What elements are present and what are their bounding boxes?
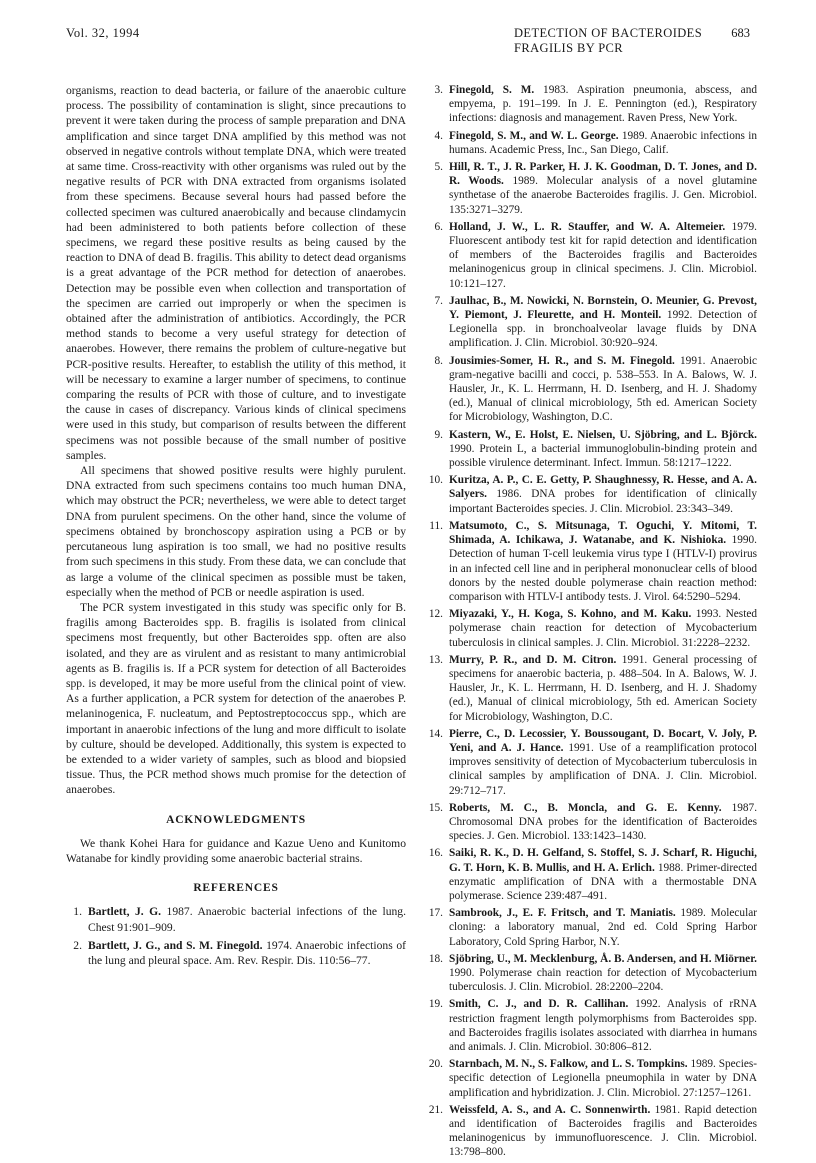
reference-item	[427, 1103, 757, 1160]
reference-text: 1981. Rapid detection and identification of Bacteroides fragilis and Bacteroides melaninogenicus by immunofluorescence. J. Clin. Microbiol. 13:798–800.	[449, 1103, 758, 1159]
reference-text: 1992. Analysis of rRNA restriction fragment length polymorphisms from Bacteroides spp. and Bacteroides fragilis isolates associated with diarrhea in humans and animals. J. Clin. Microbiol. 30:806–812.	[449, 998, 757, 1053]
reference-text: 1983. Aspiration pneumonia, abscess, and empyema, p. 191–199. In J. E. Pennington (ed.), Respiratory infections: diagnosis and management. Raven Press, New York.	[449, 84, 757, 125]
reference-number: 20.	[428, 1058, 443, 1071]
reference-item	[427, 519, 757, 604]
acknowledgments-text: We thank Kohei Hara for guidance and Kazue Ueno and Kunitomo Watanabe for kindly providing some anaerobic bacterial strains.	[66, 836, 406, 865]
reference-number: 9.	[434, 428, 443, 441]
reference-body	[449, 846, 757, 903]
reference-body	[449, 428, 757, 471]
reference-text: 1992. Detection of Legionella spp. in bronchoalveolar lavage fluids by DNA amplification. J. Clin. Microbiol. 30:920–924.	[449, 309, 758, 350]
reference-body	[449, 952, 757, 995]
reference-authors: Sambrook, J., E. F. Fritsch, and T. Maniatis.	[449, 907, 676, 920]
reference-item	[427, 473, 757, 516]
reference-list-right	[427, 83, 757, 1160]
reference-number: 3.	[434, 84, 443, 96]
reference-item	[427, 846, 757, 903]
reference-authors: Miyazaki, Y., H. Koga, S. Kohno, and M. Kaku.	[449, 608, 692, 621]
reference-body	[88, 938, 406, 968]
body-paragraph: organisms, reaction to dead bacteria, or failure of the anaerobic culture process. The possibility of contamination is slight, since precautions to prevent it were taken during the process of sample preparation and DNA amplification and since target DNA amplified by this method was not observed in negative controls without template DNA, which were treated at same time. Cross-reactivity with other organisms was ruled out by the negative results of PCR with DNA extracted from organisms isolated from these specimens. Because several hours had passed before the collected specimen was cultured anaerobically and because clindamycin had been administered to both patients before collection of these specimens, we regard these positive results as being caused by the reaction to DNA of dead B. fragilis. This ability to detect dead organisms is a great advantage of the PCR method for detection of anaerobes. Detection may be possible even when collection and transportation of the specimen are carried out improperly or when the specimen is obtained after the administration of antibiotics. Accordingly, the PCR method stands to become a very useful strategy for detection of anaerobes. However, there remains the problem of culture-negative but PCR-positive results. Hereafter, to establish the utility of this method, it will be necessary to examine a larger number of specimens, to continue comparing the results of PCR with those of culture, and to investigate the cause in cases of discrepancy. Various kinds of clinical specimens were used in this study, but comparison of results between the different specimens was not possible because of the small number of positive samples.	[66, 84, 406, 462]
reference-authors: Jousimies-Somer, H. R., and S. M. Finegold.	[449, 354, 675, 367]
reference-authors: Matsumoto, C., S. Mitsunaga, T. Oguchi, Y. Mitomi, T. Shimada, A. Ichikawa, J. Watanabe, and K. Nishioka.	[449, 519, 757, 547]
reference-text: 1990. Detection of human T-cell leukemia virus type I (HTLV-I) provirus in an infected cell line and in peripheral mononuclear cells of blood donors by the nested double polymerase chain reaction method: comparison with HTLV-I antibody tests. J. Virol. 64:5290–5294.	[449, 534, 757, 603]
reference-text: 1988. Primer-directed enzymatic amplification of DNA with a thermostable DNA polymerase. Science 239:487–491.	[449, 861, 758, 902]
reference-authors: Starnbach, M. N., S. Falkow, and L. S. Tompkins.	[449, 1058, 688, 1071]
reference-body	[449, 129, 757, 157]
reference-text: 1993. Nested polymerase chain reaction for detection of Mycobacterium tuberculosis in clinical samples. J. Clin. Microbiol. 31:2228–2232.	[449, 608, 757, 649]
reference-item	[427, 801, 757, 844]
reference-body	[449, 220, 757, 291]
reference-number: 21.	[428, 1103, 443, 1116]
reference-authors: Jaulhac, B., M. Nowicki, N. Bornstein, O. Meunier, G. Prevost, Y. Piemont, J. Fleurette, and H. Monteil.	[449, 294, 757, 322]
reference-item	[427, 997, 757, 1054]
reference-number: 12.	[428, 608, 443, 621]
reference-text: 1990. Protein L, a bacterial immunoglobulin-binding protein and possible virulence determinant. Infect. Immun. 58:1217–1222.	[449, 442, 757, 470]
reference-item	[427, 428, 757, 471]
reference-authors: Kastern, W., E. Holst, E. Nielsen, U. Sjöbring, and L. Björck.	[449, 428, 757, 441]
reference-text: 1986. DNA probes for identification of clinically important Bacteroides species. J. Clin. Microbiol. 23:343–349.	[449, 488, 757, 515]
reference-number: 14.	[428, 727, 443, 740]
reference-item	[66, 904, 406, 934]
reference-text: 1990. Polymerase chain reaction for detection of Mycobacterium tuberculosis. J. Clin. Microbiol. 28:2200–2204.	[449, 966, 757, 994]
left-column	[66, 83, 406, 971]
reference-authors: Murry, P. R., and D. M. Citron.	[449, 653, 617, 666]
reference-item	[427, 354, 757, 425]
page-header	[66, 26, 750, 55]
reference-number: 6.	[434, 220, 443, 233]
reference-body	[449, 160, 757, 217]
volume-label: Vol. 32, 1994	[66, 26, 140, 40]
references-heading: REFERENCES	[193, 882, 279, 895]
reference-number: 16.	[428, 847, 443, 860]
reference-body	[449, 653, 757, 724]
reference-body	[449, 607, 757, 650]
reference-body	[449, 727, 757, 798]
reference-item	[427, 952, 757, 995]
reference-body	[88, 904, 406, 934]
reference-authors: Finegold, S. M.	[449, 84, 535, 96]
reference-authors: Weissfeld, A. S., and A. C. Sonnenwirth.	[449, 1103, 651, 1116]
reference-text: 1987. Anaerobic bacterial infections of the lung. Chest 91:901–909.	[88, 905, 406, 934]
reference-body	[449, 997, 757, 1054]
reference-number: 1.	[73, 905, 82, 919]
reference-number: 4.	[434, 129, 443, 142]
body-paragraph: The PCR system investigated in this study was specific only for B. fragilis among Bacteroides spp. B. fragilis is isolated from clinical specimens most frequently, but other Bacteroides spp. often are also isolated, and they are as virulent and as resistant to many antimicrobial agents as B. fragilis is. If a PCR system for detection of all Bacteroides spp. is developed, it may be more useful from the clinical point of view. As a further application, a PCR system for detection of the anaerobes P. melaninogenica, F. nucleatum, and Peptostreptococcus spp., which are important in anaerobic infections of the lung and more difficult to isolate by culture, should be developed. Additionally, this system is expected to be extended to a wider variety of samples, such as blood and biopsied tissue. Thus, the PCR method shows much promise for the detection of anaerobes.	[66, 600, 406, 797]
reference-item	[427, 1057, 757, 1100]
reference-authors: Bartlett, J. G., and S. M. Finegold.	[88, 938, 263, 952]
reference-body	[449, 83, 757, 126]
reference-text: 1989. Anaerobic infections in humans. Academic Press, Inc., San Diego, Calif.	[449, 129, 757, 156]
reference-body	[449, 519, 757, 604]
page-number: 683	[731, 26, 750, 40]
reference-number: 2.	[73, 938, 82, 952]
reference-number: 15.	[428, 801, 443, 814]
reference-number: 17.	[428, 907, 443, 920]
reference-text: 1991. Anaerobic gram-negative bacilli and cocci, p. 538–553. In A. Balows, W. J. Hausler, Jr., K. L. Herrmann, H. D. Isenberg, and H. J. Shadomy (ed.), Manual of clinical microbiology, 5th ed. American Society for Microbiology, Washington, D.C.	[449, 354, 758, 424]
reference-body	[449, 354, 757, 425]
reference-item	[427, 160, 757, 217]
reference-authors: Sjöbring, U., M. Mecklenburg, Å. B. Andersen, and H. Miörner.	[449, 952, 757, 965]
reference-text: 1991. Use of a reamplification protocol improves sensitivity of detection of Mycobacterium tuberculosis in clinical samples by amplification of DNA. J. Clin. Microbiol. 29:712–717.	[449, 741, 757, 797]
reference-number: 19.	[428, 998, 443, 1011]
reference-authors: Roberts, M. C., B. Moncla, and G. E. Kenny.	[449, 801, 722, 814]
reference-body	[449, 1057, 757, 1100]
reference-number: 10.	[428, 474, 443, 487]
right-column	[427, 83, 757, 1163]
reference-number: 8.	[434, 354, 443, 367]
reference-authors: Smith, C. J., and D. R. Callihan.	[449, 998, 629, 1011]
reference-number: 13.	[428, 653, 443, 666]
reference-text: 1991. General processing of specimens for anaerobic bacteria, p. 488–504. In A. Balows, W. J. Hausler, Jr., K. L. Herrmann, H. D. Isenberg, and H. J. Shadomy (ed.), Manual of clinical microbiology, 5th ed. American Society for Microbiology, Washington, D.C.	[449, 653, 757, 723]
reference-text: 1989. Molecular cloning: a laboratory manual, 2nd ed. Cold Spring Harbor Laboratory, Cold Spring Harbor, N.Y.	[449, 907, 757, 948]
reference-authors: Bartlett, J. G.	[88, 905, 162, 919]
reference-list-left	[66, 904, 406, 968]
reference-authors: Finegold, S. M., and W. L. George.	[449, 129, 619, 142]
reference-body	[449, 906, 757, 949]
reference-authors: Pierre, C., D. Lecossier, Y. Boussougant, D. Bocart, V. Joly, P. Yeni, and A. J. Hance.	[449, 727, 757, 754]
reference-body	[449, 294, 757, 351]
reference-item	[427, 129, 757, 157]
reference-item	[427, 727, 757, 798]
reference-body	[449, 1103, 757, 1160]
reference-text: 1987. Chromosomal DNA probes for the identification of Bacteroides species. J. Gen. Microbiol. 133:1423–1430.	[449, 801, 758, 843]
reference-item	[427, 294, 757, 351]
reference-text: 1979. Fluorescent antibody test kit for rapid detection and identification of members of the Bacteroides fragilis and Bacteroides melaninogenicus group in clinical specimens. J. Clin. Microbiol. 10:121–127.	[449, 220, 757, 290]
reference-text: 1974. Anaerobic infections of the lung and pleural space. Am. Rev. Respir. Dis. 110:56–77.	[88, 938, 406, 967]
reference-authors: Kuritza, A. P., C. E. Getty, P. Shaughnessy, R. Hesse, and A. A. Salyers.	[449, 474, 757, 501]
acknowledgments-heading: ACKNOWLEDGMENTS	[166, 813, 306, 826]
reference-number: 5.	[434, 161, 443, 174]
body-paragraph: All specimens that showed positive results were highly purulent. DNA extracted from such specimens contains too much human DNA, which may obstruct the PCR; nevertheless, we were able to detect target DNA from purulent specimens. On the other hand, since the volume of specimens obtained by bronchoscopy aspiration using a PCB or by percutaneous lung aspiration is too small, we had no positive results from such specimens in this study. From these data, we can conclude that as large a volume of the clinical specimen as possible must be taken, especially when the method of PCB or needle aspiration is used.	[66, 464, 406, 599]
reference-number: 11.	[429, 519, 443, 532]
reference-text: 1989. Species-specific detection of Legionella pneumophila in water by DNA amplification and hybridization. J. Clin. Microbiol. 27:1257–1261.	[449, 1058, 758, 1099]
reference-body	[449, 801, 757, 844]
reference-item	[427, 83, 757, 126]
reference-authors: Holland, J. W., L. R. Stauffer, and W. A. Altemeier.	[449, 220, 726, 233]
reference-item	[66, 938, 406, 968]
reference-authors: Hill, R. T., J. R. Parker, H. J. K. Goodman, D. T. Jones, and D. R. Woods.	[449, 161, 757, 188]
reference-body	[449, 473, 757, 516]
reference-item	[427, 607, 757, 650]
reference-number: 18.	[428, 952, 443, 965]
running-title: DETECTION OF BACTEROIDES FRAGILIS BY PCR	[514, 26, 703, 55]
reference-item	[427, 653, 757, 724]
reference-item	[427, 906, 757, 949]
reference-number: 7.	[434, 294, 443, 307]
reference-text: 1989. Molecular analysis of a novel glutamine synthetase of the anaerobe Bacteroides fragilis. J. Gen. Microbiol. 135:3271–3279.	[449, 175, 758, 216]
reference-item	[427, 220, 757, 291]
reference-authors: Saiki, R. K., D. H. Gelfand, S. Stoffel, S. J. Scharf, R. Higuchi, G. T. Horn, K. B. Mullis, and H. A. Erlich.	[449, 847, 757, 874]
